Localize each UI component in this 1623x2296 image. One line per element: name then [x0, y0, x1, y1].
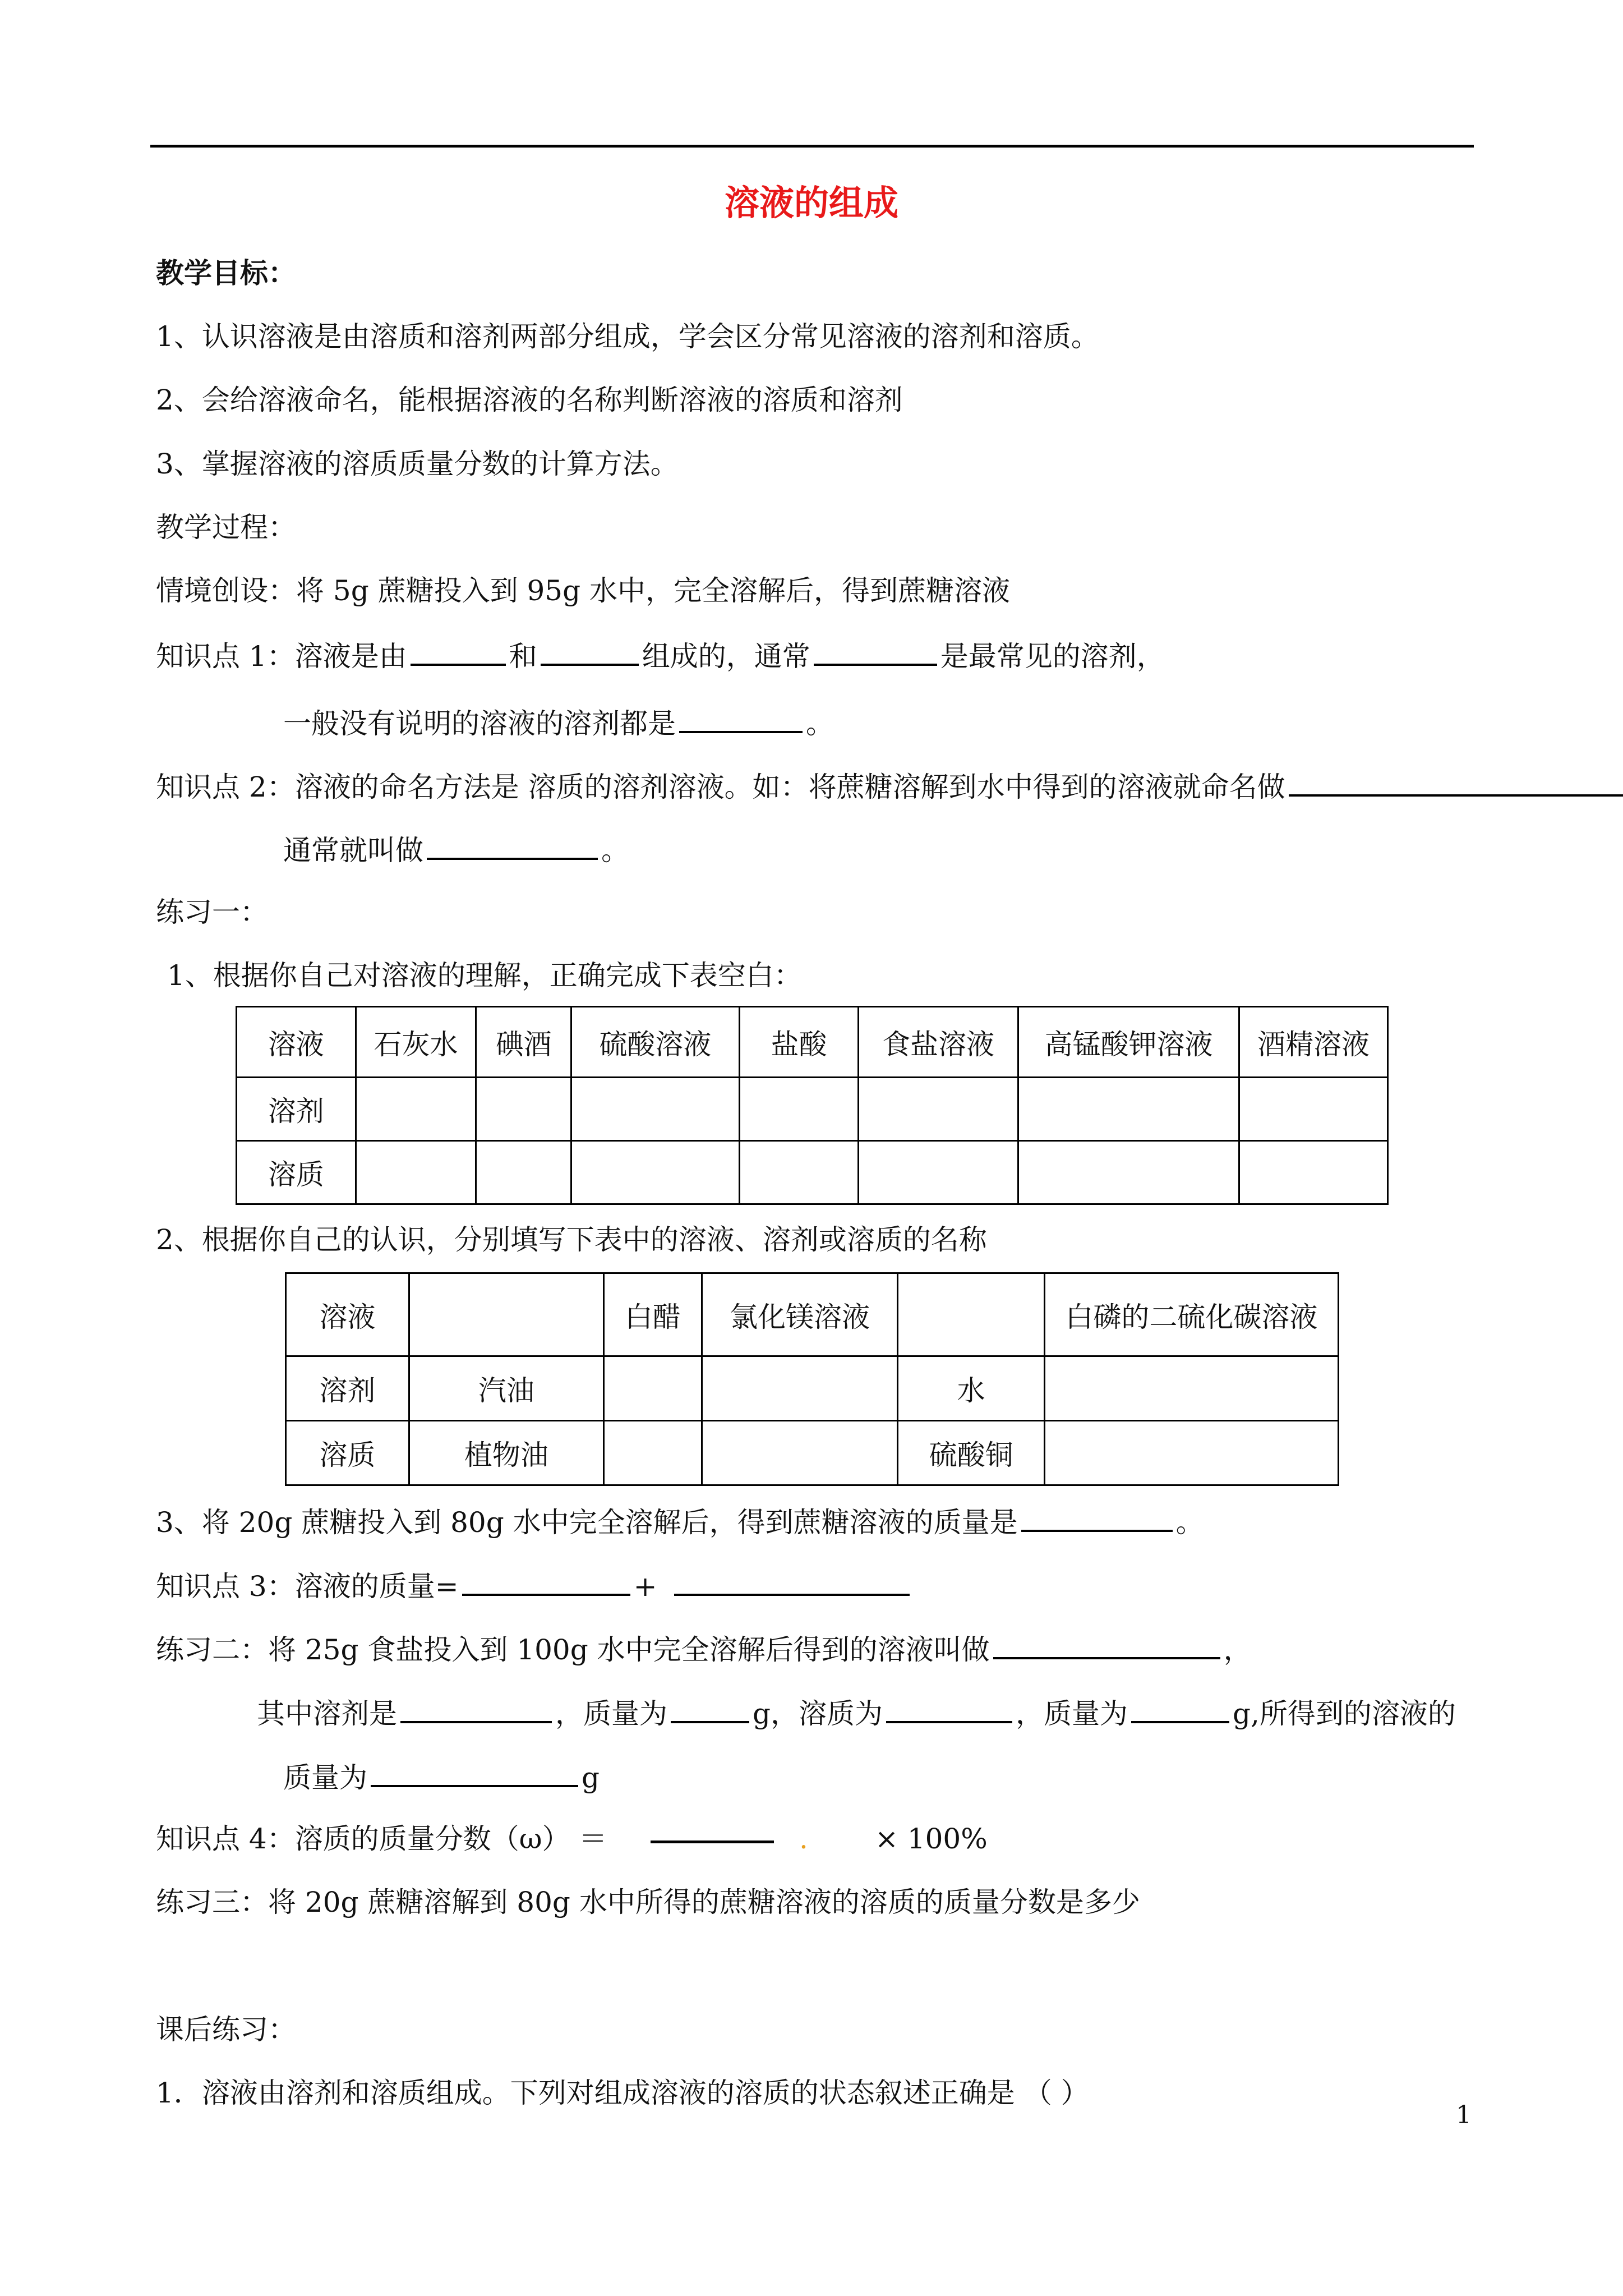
page-number: 1 — [1456, 2101, 1472, 2129]
table-row: 溶质 — [237, 1141, 1388, 1204]
blank[interactable] — [993, 1628, 1220, 1659]
table-row: 溶剂 汽油 水 — [286, 1356, 1339, 1421]
blank[interactable] — [674, 1565, 910, 1596]
blank[interactable] — [1289, 765, 1623, 797]
blank[interactable] — [411, 634, 506, 666]
exercise-2-cont2: 质量为 g — [283, 1756, 600, 1797]
blank[interactable] — [671, 1692, 749, 1723]
page-title: 溶液的组成 — [724, 182, 898, 223]
header-rule — [150, 145, 1474, 148]
blank[interactable] — [371, 1756, 578, 1787]
exercise-3: 练习三：将 20g 蔗糖溶解到 80g 水中所得的蔗糖溶液的溶质的质量分数是多少 — [156, 1886, 1140, 1918]
knowledge-point-4: 知识点 4：溶质的质量分数（ω） ＝ — [156, 1823, 607, 1855]
table-2 — [285, 1272, 1339, 1486]
exercise-2-cont: 其中溶剂是 ，质量为 g，溶质为 ，质量为 g,所得到的溶液的 — [257, 1692, 1456, 1733]
process-heading: 教学过程： — [156, 511, 296, 544]
blank[interactable] — [679, 702, 803, 733]
table-row: 溶剂 — [237, 1078, 1388, 1141]
percent-factor: × 100% — [875, 1823, 988, 1855]
knowledge-point-2-cont: 通常就叫做 。 — [283, 829, 629, 870]
exercise-2: 练习二：将 25g 食盐投入到 100g 水中完全溶解后得到的溶液叫做 ， — [156, 1628, 1252, 1669]
after-class-q1: 1．溶液由溶剂和溶质组成。下列对组成溶液的溶质的状态叙述正确是 （ ） — [156, 2077, 1089, 2109]
table-row: 溶液 白醋 氯化镁溶液 白磷的二硫化碳溶液 — [286, 1273, 1339, 1356]
after-class-heading: 课后练习： — [156, 2013, 296, 2046]
exercise-1-q2: 2、根据你自己的认识，分别填写下表中的溶液、溶剂或溶质的名称 — [156, 1223, 987, 1256]
objectives-heading: 教学目标： — [156, 256, 296, 289]
blank[interactable] — [1021, 1501, 1173, 1532]
knowledge-point-1-cont: 一般没有说明的溶液的溶剂都是 。 — [283, 702, 834, 743]
knowledge-point-3: 知识点 3：溶液的质量= + — [156, 1565, 913, 1606]
exercise-1-q1: 1、根据你自己对溶液的理解，正确完成下表空白： — [167, 959, 802, 992]
blank[interactable] — [886, 1692, 1012, 1723]
objective-1: 1、认识溶液是由溶质和溶剂两部分组成，学会区分常见溶液的溶剂和溶质。 — [156, 320, 1099, 353]
table-1 — [236, 1006, 1389, 1205]
fraction-bar — [651, 1841, 774, 1843]
blank[interactable] — [541, 634, 639, 666]
objective-2: 2、会给溶液命名，能根据溶液的名称判断溶液的溶质和溶剂 — [156, 384, 903, 416]
stray-mark: . — [799, 1823, 808, 1855]
knowledge-point-1: 知识点 1：溶液是由 和 组成的，通常 是最常见的溶剂， — [156, 634, 1165, 676]
blank[interactable] — [814, 634, 937, 666]
exercise-1-q3: 3、将 20g 蔗糖投入到 80g 水中完全溶解后，得到蔗糖溶液的质量是 。 — [156, 1501, 1204, 1542]
table-row: 溶质 植物油 硫酸铜 — [286, 1421, 1339, 1485]
table-row: 溶液 石灰水 碘酒 硫酸溶液 盐酸 食盐溶液 高锰酸钾溶液 酒精溶液 — [237, 1007, 1388, 1078]
blank[interactable] — [462, 1565, 630, 1596]
objective-3: 3、掌握溶液的溶质质量分数的计算方法。 — [156, 448, 679, 480]
blank[interactable] — [400, 1692, 552, 1723]
scenario: 情境创设：将 5g 蔗糖投入到 95g 水中，完全溶解后，得到蔗糖溶液 — [156, 574, 1011, 607]
exercise-1-heading: 练习一： — [156, 896, 268, 928]
blank[interactable] — [427, 829, 598, 860]
blank[interactable] — [1131, 1692, 1229, 1723]
knowledge-point-2: 知识点 2：溶液的命名方法是 溶质的溶剂溶液。如：将蔗糖溶解到水中得到的溶液就命名做 — [156, 765, 1623, 807]
